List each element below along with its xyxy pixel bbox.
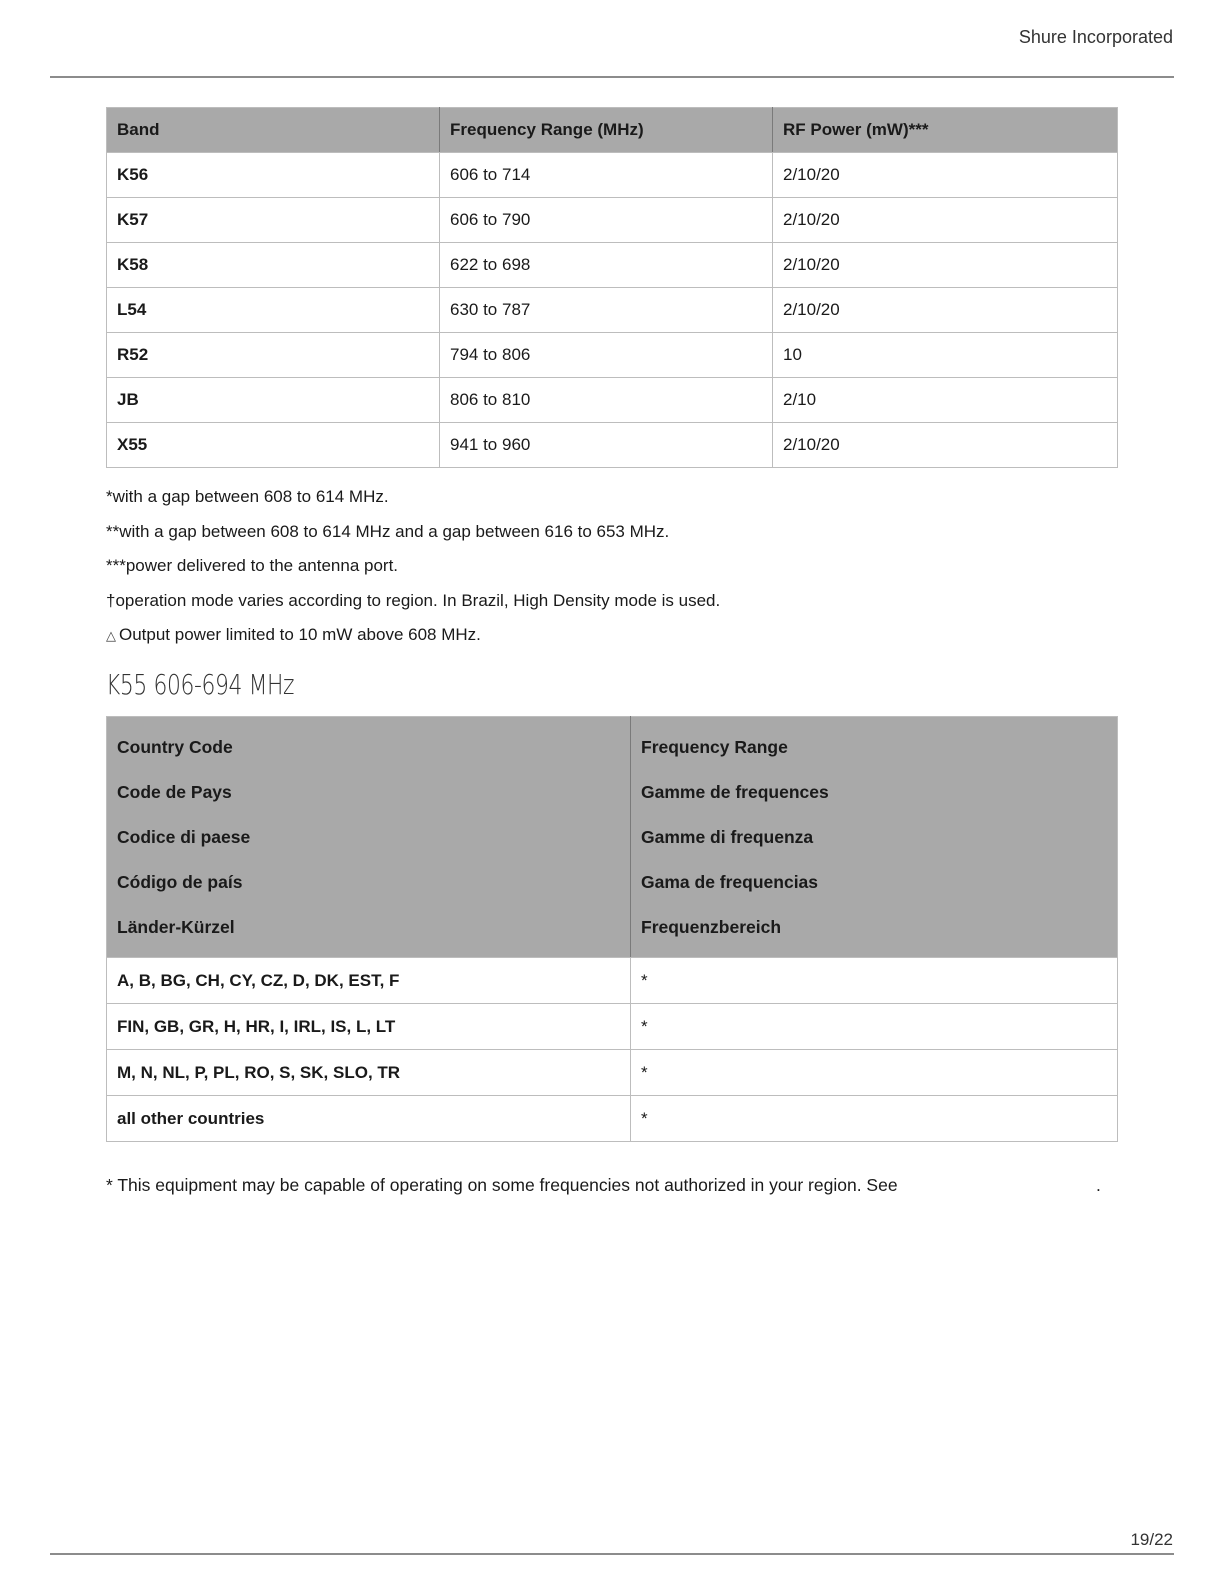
power-cell: 2/10 — [773, 378, 1118, 423]
column-header-frequency-range — [631, 717, 1118, 958]
frequency-cell: 622 to 698 — [440, 243, 773, 288]
table-row — [107, 958, 1118, 1004]
table-row — [107, 423, 1118, 468]
column-header-frequency-range: Frequency Range (MHz) — [440, 108, 773, 153]
band-cell: K58 — [107, 243, 440, 288]
frequency-cell: 941 to 960 — [440, 423, 773, 468]
table-row — [107, 1050, 1118, 1096]
power-cell: 2/10/20 — [773, 288, 1118, 333]
page-number: 19/22 — [1130, 1530, 1173, 1549]
column-header-country-code — [107, 717, 631, 958]
header-line: Gamme de frequences — [641, 782, 829, 802]
header-line: Code de Pays — [117, 782, 232, 802]
power-cell: 2/10/20 — [773, 423, 1118, 468]
frequency-cell: 794 to 806 — [440, 333, 773, 378]
note-operation-mode: †operation mode varies according to region. In Brazil, High Density mode is used. — [106, 590, 721, 610]
power-cell: 2/10/20 — [773, 153, 1118, 198]
table-header-row — [107, 717, 1118, 958]
note-gap-616: **with a gap between 608 to 614 MHz and a gap between 616 to 653 MHz. — [106, 521, 670, 541]
country-frequency-table — [106, 716, 1118, 1142]
country-codes-cell: A, B, BG, CH, CY, CZ, D, DK, EST, F — [107, 958, 631, 1004]
table-row — [107, 1096, 1118, 1142]
band-cell: R52 — [107, 333, 440, 378]
band-cell: K56 — [107, 153, 440, 198]
footnote — [106, 1175, 1106, 1196]
header-line: Código de país — [117, 872, 243, 892]
footnote-end: . — [1096, 1175, 1101, 1195]
note-antenna-power: ***power delivered to the antenna port. — [106, 556, 399, 575]
header-line: Frequenzbereich — [641, 917, 782, 937]
table-row — [107, 198, 1118, 243]
table-row — [107, 1004, 1118, 1050]
footnote-text: * This equipment may be capable of operating on some frequencies not authorized in your region. See — [106, 1175, 898, 1195]
table-row — [107, 288, 1118, 333]
frequency-range-cell: * — [631, 1004, 1118, 1050]
power-cell: 10 — [773, 333, 1118, 378]
column-header-band: Band — [107, 108, 440, 153]
frequency-cell: 606 to 790 — [440, 198, 773, 243]
header-divider — [50, 76, 1174, 78]
band-cell: K57 — [107, 198, 440, 243]
frequency-range-cell: * — [631, 1050, 1118, 1096]
table-row — [107, 333, 1118, 378]
frequency-cell: 806 to 810 — [440, 378, 773, 423]
note-output-power-text: Output power limited to 10 mW above 608 MHz. — [119, 625, 481, 644]
note-gap-608: *with a gap between 608 to 614 MHz. — [106, 487, 389, 506]
country-codes-cell: FIN, GB, GR, H, HR, I, IRL, IS, L, LT — [107, 1004, 631, 1050]
frequency-cell: 630 to 787 — [440, 288, 773, 333]
header-line: Codice di paese — [117, 827, 251, 847]
table-row — [107, 378, 1118, 423]
header-line: Gamme di frequenza — [641, 827, 814, 847]
country-codes-cell: all other countries — [107, 1096, 631, 1142]
section-title: K55 606-694 MHz — [106, 668, 295, 701]
triangle-icon: △ — [106, 628, 116, 643]
country-codes-cell: M, N, NL, P, PL, RO, S, SK, SLO, TR — [107, 1050, 631, 1096]
power-cell: 2/10/20 — [773, 198, 1118, 243]
header-line: Länder-Kürzel — [117, 917, 235, 937]
note-output-power — [106, 625, 1117, 646]
band-cell: JB — [107, 378, 440, 423]
header-line: Gama de frequencias — [641, 872, 819, 892]
frequency-range-cell: * — [631, 1096, 1118, 1142]
power-cell: 2/10/20 — [773, 243, 1118, 288]
frequency-cell: 606 to 714 — [440, 153, 773, 198]
band-cell: L54 — [107, 288, 440, 333]
table-row — [107, 243, 1118, 288]
footer-divider — [50, 1553, 1174, 1555]
column-header-rf-power: RF Power (mW)*** — [773, 108, 1118, 153]
band-cell: X55 — [107, 423, 440, 468]
frequency-range-cell: * — [631, 958, 1118, 1004]
header-line: Country Code — [117, 737, 233, 757]
band-frequency-table — [106, 107, 1118, 468]
header-company-name: Shure Incorporated — [1018, 27, 1173, 47]
table-header-row — [107, 108, 1118, 153]
table-row — [107, 153, 1118, 198]
header-line: Frequency Range — [641, 737, 788, 757]
table-notes — [106, 487, 1117, 661]
